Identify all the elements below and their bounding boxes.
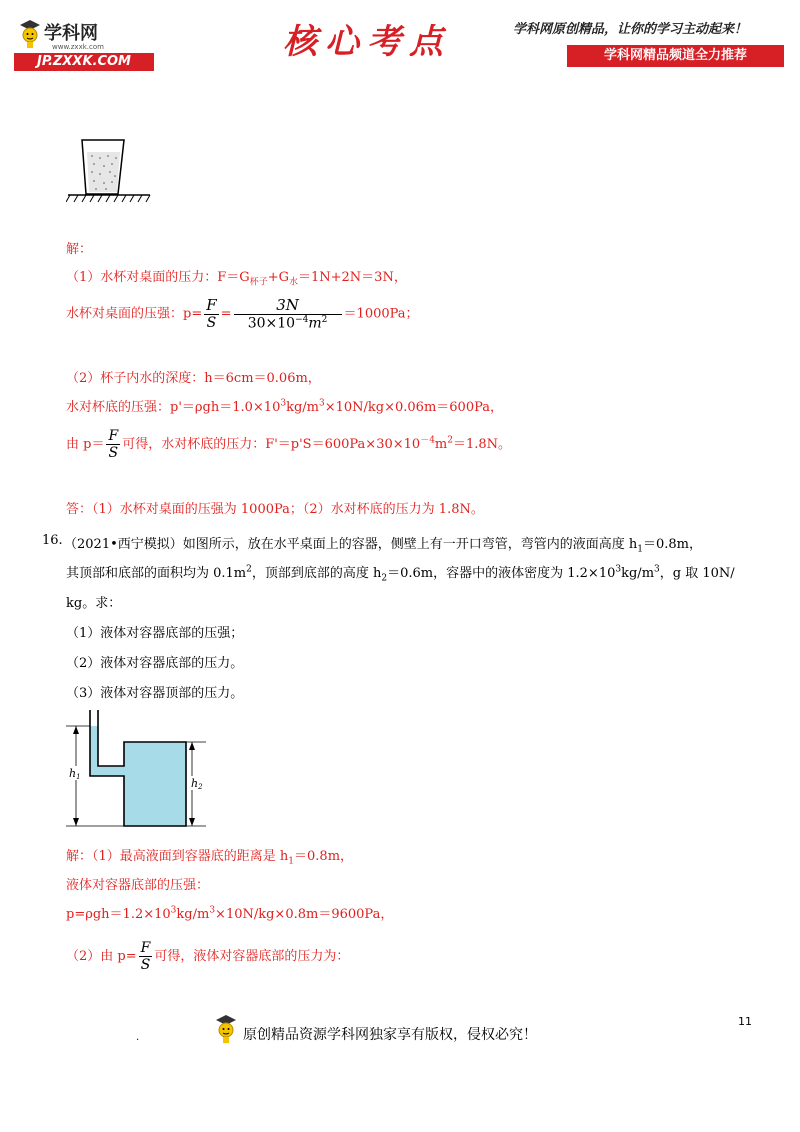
- question-16-line-1: （2021•西宁模拟）如图所示，放在水平桌面上的容器，侧壁上有一开口弯管，弯管内的液面高度 $h_1=0.8m$，: [64, 537, 703, 555]
- solution-16-line-4: （2）由 p= $\frac{F}{S}$ 可得，液体对容器底部的压力为：: [66, 940, 350, 973]
- solution-15-line-3: （2）杯子内水的深度：h＝6cm＝0.06m，: [66, 371, 321, 386]
- channel-banner: 学科网精品频道全力推荐: [567, 45, 784, 67]
- solution-15-line-2: 水杯对桌面的压强：p= $\frac{F}{S}$ = $\frac{3N}{30\times 10^{-4}m^2}$ ＝1000Pa；: [66, 296, 419, 332]
- solution-16-line-3: $p=\rho gh=1.2\times 10^3kg/m^3\times 10N/kg\times 0.8m=9600Pa$，: [66, 905, 394, 922]
- logo-banner: JP.ZXXK.COM: [14, 53, 154, 71]
- container-figure: [66, 710, 216, 834]
- solution-15-line-5: 由 p＝ $\frac{F}{S}$ 可得，水对杯底的压力：$F'=p'S=600Pa\times 30\times 10^{-4}m^2=1.8N$。: [66, 428, 512, 461]
- site-logo[interactable]: [14, 15, 154, 71]
- solution-15-answer: 答：（1）水杯对桌面的压强为 1000Pa；（2）水对杯底的压力为 1.8N。: [66, 502, 484, 517]
- h2-label: h2: [191, 777, 203, 791]
- question-16-sub-3: （3）液体对容器顶部的压力。: [66, 686, 244, 701]
- mascot-icon: [18, 17, 42, 49]
- header-title: 核心考点: [283, 22, 451, 62]
- question-16-line-3: kg。求：: [66, 596, 122, 611]
- cup-figure: [66, 138, 156, 206]
- solution-16-line-2: 液体对容器底部的压强：: [66, 878, 210, 893]
- page-number: 11: [738, 1015, 752, 1028]
- question-16-sub-2: （2）液体对容器底部的压力。: [66, 656, 244, 671]
- h1-label: h1: [69, 767, 81, 781]
- footer-mascot-icon: [214, 1012, 238, 1044]
- logo-name: 学科网: [44, 23, 98, 44]
- solution-15-line-1: （1）水杯对桌面的压力：$F=G_{杯子}+G_水=1N+2N=3N$，: [66, 270, 407, 288]
- logo-url: www.zxxk.com: [52, 43, 104, 51]
- footer-dot: .: [136, 1032, 140, 1043]
- question-16-number: 16.: [42, 533, 63, 548]
- header-slogan: 学科网原创精品，让你的学习主动起来！: [513, 22, 748, 37]
- footer-copyright: 原创精品资源学科网独家享有版权，侵权必究！: [243, 1027, 537, 1043]
- solution-15-line-4: 水对杯底的压强：$p'=\rho gh=1.0\times 10^3kg/m^3\times 10N/kg\times 0.06m=600Pa$，: [66, 398, 503, 415]
- question-16-sub-1: （1）液体对容器底部的压强；: [66, 626, 244, 641]
- solution-15-label: 解：: [66, 242, 93, 257]
- question-16-line-2: 其顶部和底部的面积均为 $0.1m^2$，顶部到底部的高度 $h_2=0.6m$，容器中的液体密度为 $1.2\times 10^3kg/m^3$，g 取 10N/: [66, 564, 735, 584]
- solution-16-line-1: 解：（1）最高液面到容器底的距离是 $h_1=0.8m$，: [66, 849, 354, 867]
